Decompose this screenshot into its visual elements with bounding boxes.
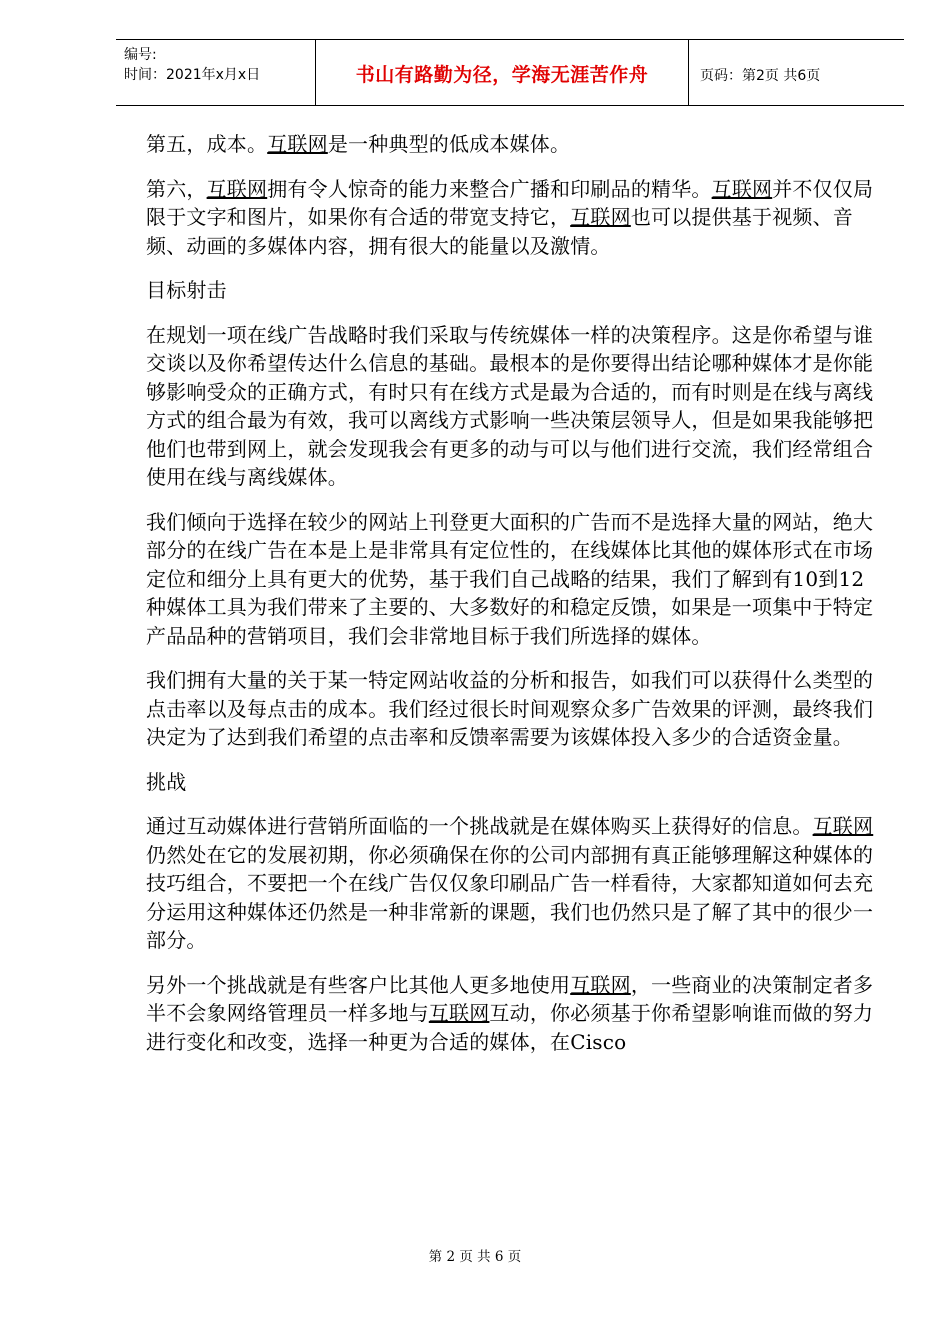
code-label: 编号:: [124, 47, 157, 63]
text-run: 并不仅仅局限于文字和图片，如果你有合适的带宽支持它，: [146, 176, 874, 229]
paragraph: [146, 812, 876, 955]
paragraph: 我们倾向于选择在较少的网站上刊登更大面积的广告而不是选择大量的网站，绝大部分的在线广告在本是上是非常具有定位性的，在线媒体比其他的媒体形式在市场定位和细分上具有更大的优势，基于我们自己战略的结果，我们了解到有10到12种媒体工具为我们带来了主要的、大多数好的和稳定反馈，如果是一项集中于特定产品品种的营销项目，我们会非常地目标于我们所选择的媒体。: [146, 509, 874, 648]
text-run: 第六，: [146, 176, 207, 201]
paragraph: [146, 130, 876, 159]
hyperlink-internet[interactable]: 互联网: [570, 972, 631, 997]
hyperlink-internet[interactable]: 互联网: [570, 205, 631, 229]
text-run: 仍然处在它的发展初期，你必须确保在你的公司内部拥有真正能够理解这种媒体的技巧组合，不要把一个在线广告仅仅象印刷品广告一样看待，大家都知道如何去充分运用这种媒体还仍然是一种非常新的课题，我们也仍然只是了解了其中的很少一部分。: [146, 842, 874, 952]
text-run: 拥有令人惊奇的能力来整合广播和印刷品的精华。: [267, 176, 712, 201]
section-heading: 目标射击: [146, 278, 227, 302]
document-body: [146, 130, 876, 1072]
text-run: 另外一个挑战就是有些客户比其他人更多地使用: [146, 972, 571, 997]
text-run: 是一种典型的低成本媒体。: [327, 132, 571, 156]
section-heading: 挑战: [146, 769, 187, 794]
paragraph: 在规划一项在线广告战略时我们采取与传统媒体一样的决策程序。这是你希望与谁交谈以及你希望传达什么信息的基础。最根本的是你要得出结论哪种媒体才是你能够影响受众的正确方式，有时只有在线方式是最为合适的，而有时则是在线与离线方式的组合最为有效，我可以离线方式影响一些决策层领导人，但是如果我能够把他们也带到网上，就会发现我会有更多的动与可以与他们进行交流，我们经常组合使用在线与离线媒体。: [146, 322, 874, 489]
paragraph: 我们拥有大量的关于某一特定网站收益的分析和报告，如我们可以获得什么类型的点击率以及每点击的成本。我们经过很长时间观察众多广告效果的评测，最终我们决定为了达到我们希望的点击率和反馈率需要为该媒体投入多少的合适资金量。: [146, 668, 874, 749]
page-footer: 第 2 页 共 6 页: [428, 1249, 522, 1265]
header-meta: [124, 45, 260, 85]
hyperlink-internet[interactable]: 互联网: [428, 1001, 490, 1025]
header-motto: 书山有路勤为径，学海无涯苦作舟: [355, 64, 649, 86]
page-header: [116, 39, 904, 106]
text-run: 互动，你必须基于你希望影响谁而做的努力进行变化和改变，选择一种更为合适的媒体，在Cisco: [146, 1001, 874, 1054]
text-run: 第五，成本。: [146, 132, 268, 156]
paragraph: [146, 175, 876, 261]
header-divider: [688, 40, 689, 105]
text-run: 通过互动媒体进行营销所面临的一个挑战就是在媒体购买上获得好的信息。: [146, 814, 813, 838]
hyperlink-internet[interactable]: 互联网: [206, 176, 268, 201]
text-run: 也可以提供基于视频、音频、动画的多媒体内容，拥有很大的能量以及激情。: [146, 205, 854, 258]
time-label: 时间：2021年x月x日: [124, 67, 261, 83]
hyperlink-internet[interactable]: 互联网: [711, 176, 773, 201]
header-page-number: 页码：第2页 共6页: [700, 68, 821, 84]
hyperlink-internet[interactable]: 互联网: [267, 132, 328, 156]
paragraph: [146, 971, 876, 1057]
hyperlink-internet[interactable]: 互联网: [812, 814, 874, 838]
text-run: ，一些商业的决策制定者多半不会象网络管理员一样多地与: [146, 972, 874, 1025]
